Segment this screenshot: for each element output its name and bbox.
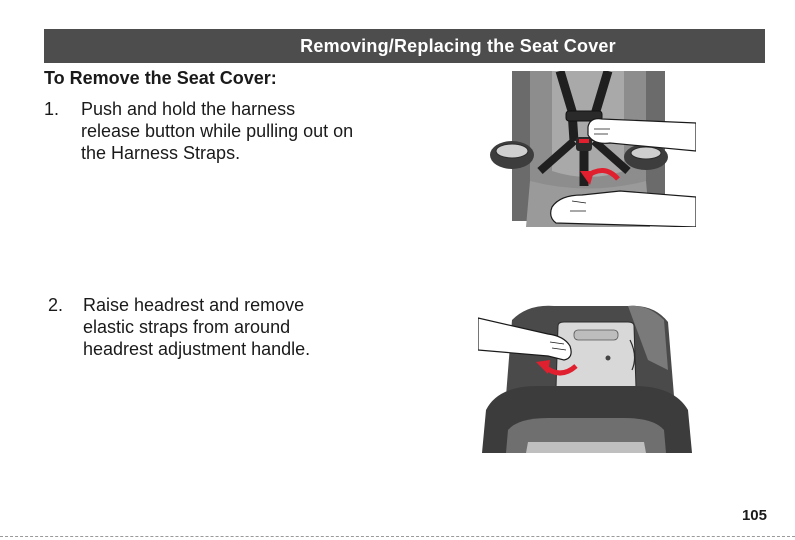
step-number: 2.	[48, 295, 64, 315]
car-seat-headrest-illustration	[478, 300, 694, 453]
step-text: Push and hold the harness release button while pulling out on the Harness Straps.	[81, 99, 354, 163]
footer-rule	[0, 536, 795, 537]
page-number: 105	[741, 507, 767, 524]
step-number: 1.	[44, 99, 60, 119]
section-header-bar	[44, 29, 765, 63]
car-seat-harness-release-illustration	[490, 71, 696, 227]
section-heading: To Remove the Seat Cover:	[44, 68, 277, 88]
section-header-title: Removing/Replacing the Seat Cover	[300, 35, 616, 56]
step-text: Raise headrest and remove elastic straps from around headrest adjustment handle.	[83, 295, 311, 359]
